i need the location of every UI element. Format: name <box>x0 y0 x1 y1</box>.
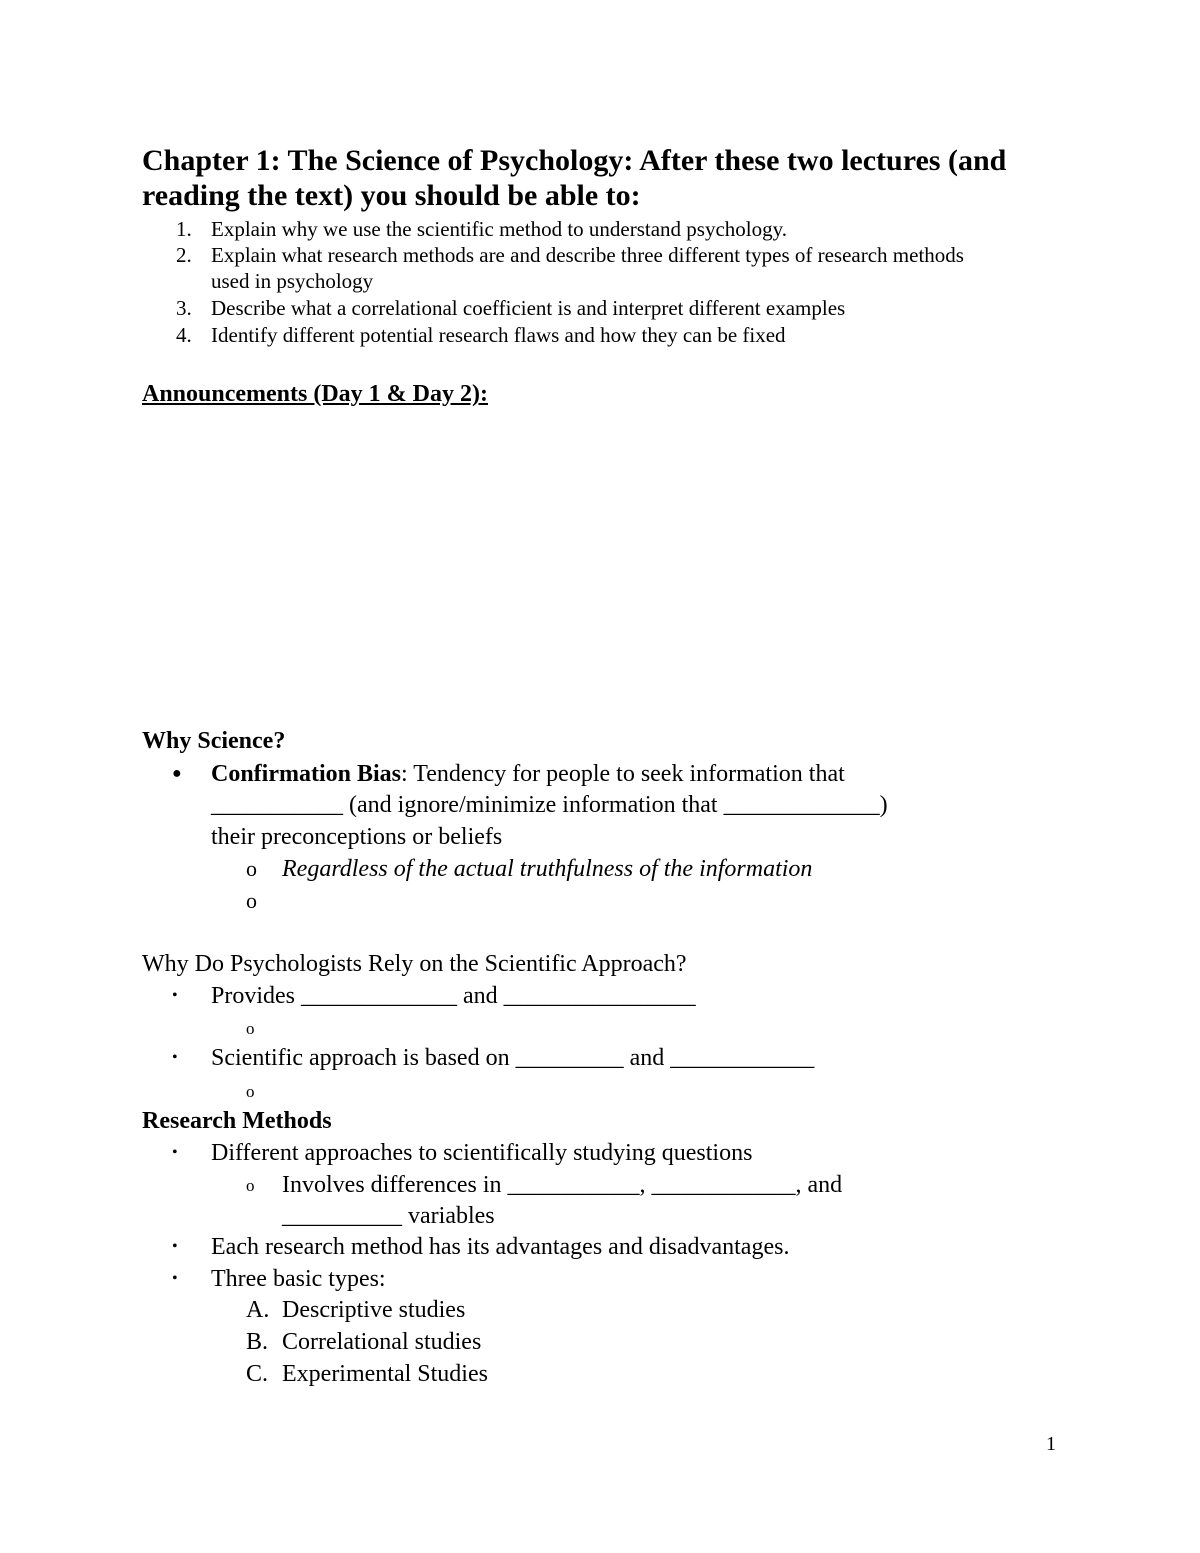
page-title-line-2: reading the text) you should be able to: <box>142 179 641 212</box>
type-label: Correlational studies <box>282 1329 482 1355</box>
announcements-heading: Announcements (Day 1 & Day 2): <box>142 381 488 407</box>
confirmation-bias-line-2: ___________ (and ignore/minimize information that _____________) <box>211 792 888 818</box>
type-label: Descriptive studies <box>282 1297 466 1323</box>
objective-text: Identify different potential research flaws and how they can be fixed <box>211 323 786 347</box>
page-number: 1 <box>1046 1433 1056 1455</box>
type-letter: B. <box>246 1329 269 1355</box>
objective-number: 4. <box>176 323 192 347</box>
sub-bullet-icon: o <box>246 856 257 881</box>
why-psych-heading: Why Do Psychologists Rely on the Scientific Approach? <box>142 951 687 977</box>
advantages-bullet: Each research method has its advantages and disadvantages. <box>211 1234 790 1260</box>
bullet-icon: • <box>172 1238 178 1255</box>
why-science-heading: Why Science? <box>142 728 286 754</box>
type-letter: C. <box>246 1361 269 1387</box>
objective-number: 3. <box>176 296 192 320</box>
bullet-icon: • <box>172 987 178 1004</box>
sub-bullet-icon: o <box>246 1176 255 1195</box>
bullet-icon: ● <box>172 765 182 782</box>
bullet-icon: • <box>172 1144 178 1161</box>
bullet-icon: • <box>172 1270 178 1287</box>
confirmation-bias-sub-point: Regardless of the actual truthfulness of the information <box>282 856 813 882</box>
type-label: Experimental Studies <box>282 1361 488 1387</box>
confirmation-bias-line-3: their preconceptions or beliefs <box>211 824 503 850</box>
involves-differences-line-2: __________ variables <box>282 1203 495 1229</box>
bullet-icon: • <box>172 1049 178 1066</box>
approaches-bullet: Different approaches to scientifically studying questions <box>211 1140 753 1166</box>
objective-text: Explain what research methods are and describe three different types of research methods <box>211 243 964 267</box>
confirmation-bias-definition: : Tendency for people to seek information that <box>401 761 845 787</box>
provides-bullet: Provides _____________ and ________________ <box>211 983 696 1009</box>
sub-bullet-icon: o <box>246 1019 255 1038</box>
confirmation-bias-line-1 <box>211 759 845 789</box>
research-methods-heading: Research Methods <box>142 1108 332 1134</box>
objective-number: 2. <box>176 243 192 267</box>
objective-text: Describe what a correlational coefficient is and interpret different examples <box>211 296 846 320</box>
objective-text-continued: used in psychology <box>211 269 374 293</box>
type-letter: A. <box>246 1297 270 1323</box>
objective-text: Explain why we use the scientific method to understand psychology. <box>211 217 788 241</box>
page-title-line-1: Chapter 1: The Science of Psychology: After these two lectures (and <box>142 144 1007 177</box>
involves-differences-line-1: Involves differences in ___________, ____________, and <box>282 1172 843 1198</box>
objective-number: 1. <box>176 217 192 241</box>
scientific-approach-bullet: Scientific approach is based on _________ and ____________ <box>211 1045 815 1071</box>
sub-bullet-icon: o <box>246 888 257 913</box>
sub-bullet-icon: o <box>246 1082 255 1101</box>
three-types-bullet: Three basic types: <box>211 1266 386 1292</box>
confirmation-bias-term: Confirmation Bias <box>211 761 402 787</box>
